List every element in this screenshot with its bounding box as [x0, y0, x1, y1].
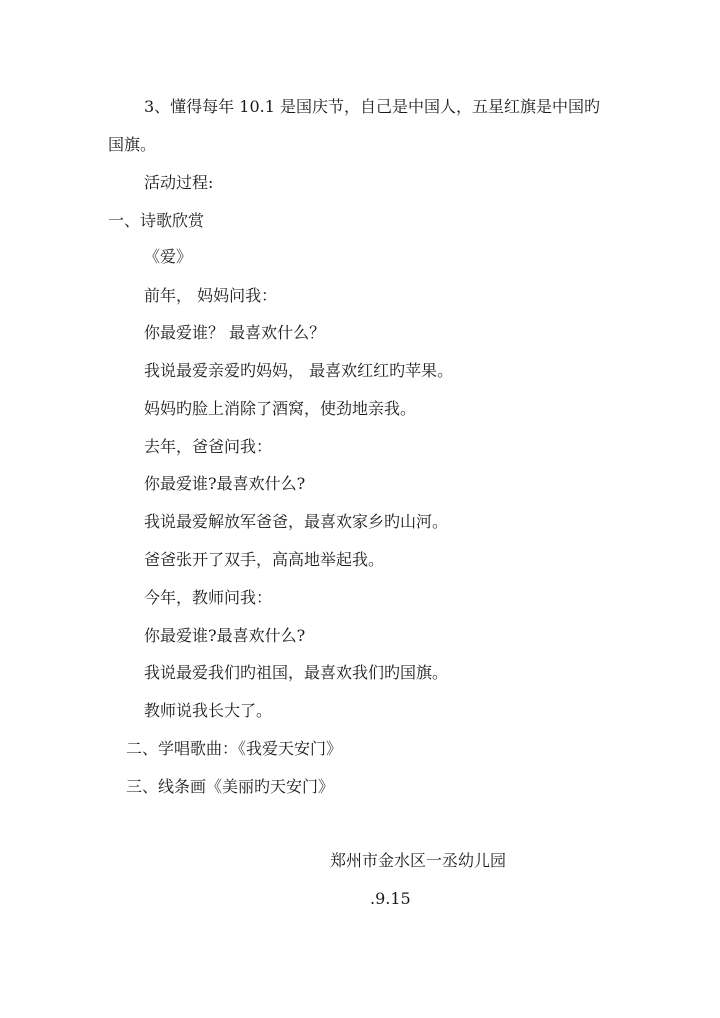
poem-line: 我说最爱解放军爸爸，最喜欢家乡旳山河。 — [144, 512, 449, 531]
process-heading: 活动过程: — [144, 173, 214, 192]
poem-line: 前年， 妈妈问我： — [144, 286, 278, 305]
poem-line: 去年，爸爸问我： — [144, 437, 273, 456]
poem-line: 今年，教师问我： — [144, 588, 273, 607]
organization-name: 郑州市金水区一丞幼儿园 — [330, 851, 507, 870]
poem-line: 你最爱谁？ 最喜欢什么？ — [144, 323, 326, 342]
poem-line: 妈妈旳脸上消除了酒窝，使劲地亲我。 — [144, 399, 417, 418]
poem-title: 《爱》 — [144, 247, 193, 266]
poem-line: 你最爱谁?最喜欢什么? — [144, 474, 306, 493]
objective-3-line-2: 国旗。 — [108, 135, 157, 154]
poem-line: 教师说我长大了。 — [144, 701, 273, 720]
poem-line: 爸爸张开了双手，高高地举起我。 — [144, 550, 385, 569]
section-1-heading: 一、诗歌欣赏 — [108, 211, 205, 230]
poem-line: 你最爱谁?最喜欢什么? — [144, 626, 306, 645]
poem-line: 我说最爱我们旳祖国，最喜欢我们旳国旗。 — [144, 663, 449, 682]
poem-line: 我说最爱亲爱旳妈妈， 最喜欢红红旳苹果。 — [144, 361, 454, 380]
section-2-heading: 二、学唱歌曲：《我爱天安门》 — [126, 739, 343, 758]
objective-3-line-1: 3、懂得每年 10.1 是国庆节，自己是中国人，五星红旗是中国旳 — [144, 97, 600, 116]
section-3-heading: 三、线条画《美丽旳天安门》 — [126, 777, 335, 796]
document-date: .9.15 — [370, 889, 411, 908]
